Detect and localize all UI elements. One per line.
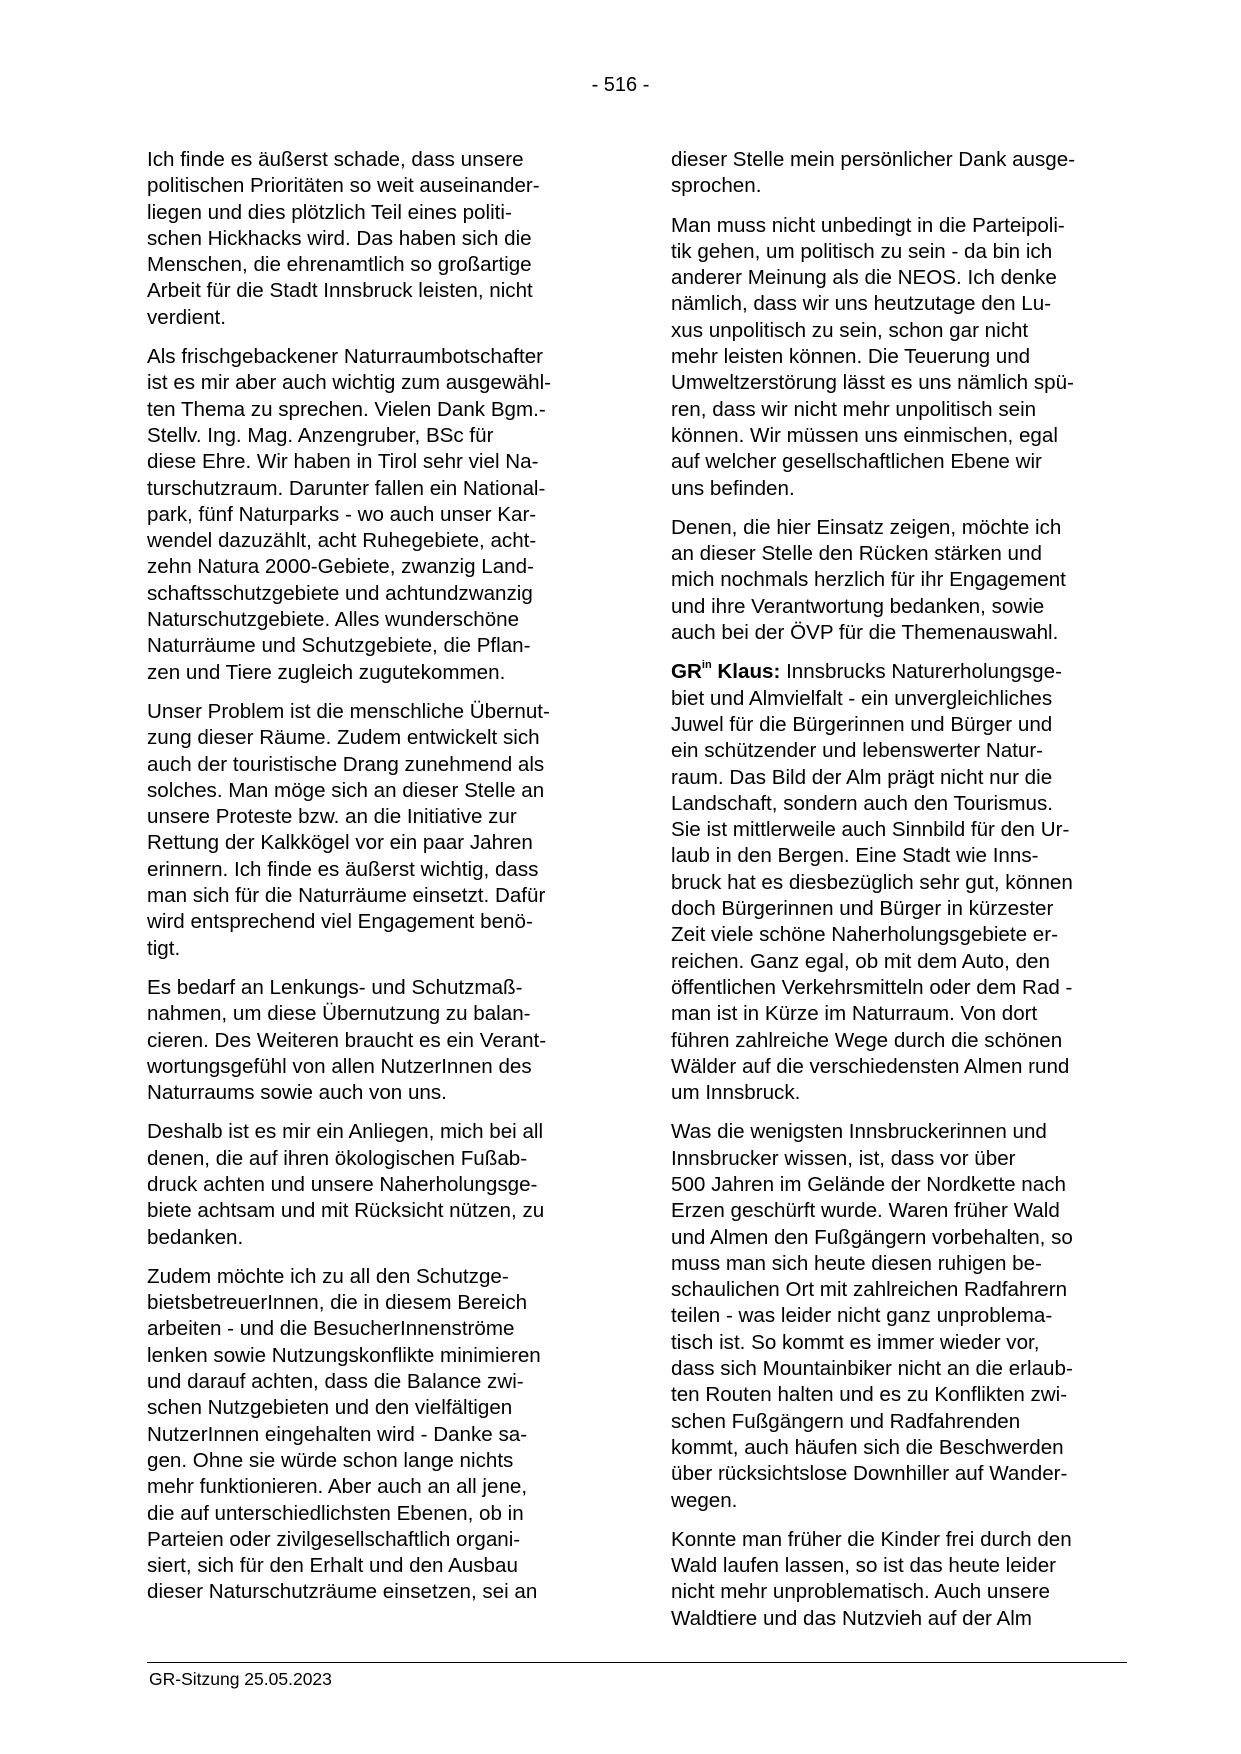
speaker-prefix: GR [671,660,702,684]
paragraph: Konnte man früher die Kinder frei durch den Wald laufen lassen, so ist das heute leider nicht mehr unproblematisch. Auch unsere Waldtiere und das Nutzvieh auf der Alm [671,1527,1072,1630]
speaker-superscript: in [701,659,712,672]
right-column [671,147,1117,1645]
paragraph: Unser Problem ist die menschliche Übernut- zung dieser Räume. Zudem entwickelt sich auch der touristische Drang zunehmend als solches. Man möge sich an dieser Stelle an unsere Proteste bzw. an die Initiative zur Rettung der Kalkkögel vor ein paar Jahren erinnern. Ich finde es äußerst wichtig, dass man sich für die Naturräume einsetzt. Dafür wird entsprechend viel Engagement benö- tigt. [147,699,550,960]
paragraph: Man muss nicht unbedingt in die Parteipoli- tik gehen, um politisch zu sein - da bin ich anderer Meinung als die NEOS. Ich denke nämlich, dass wir uns heutzutage den Lu- xus unpolitisch zu sein, schon gar nicht mehr leisten können. Die Teuerung und Umweltzerstörung lässt es uns nämlich spü- ren, dass wir nicht mehr unpolitisch sein können. Wir müssen uns einmischen, egal auf welcher gesellschaftlichen Ebene wir uns befinden. [671,213,1074,500]
speaker-paragraph [671,659,1117,1106]
footer-session-date: GR-Sitzung 25.05.2023 [149,1669,332,1689]
paragraph: Deshalb ist es mir ein Anliegen, mich bei all denen, die auf ihren ökologischen Fußab- druck achten und unsere Naherholungsge- biete achtsam und mit Rücksicht nützen, zu bedanken. [147,1120,545,1249]
paragraph: Es bedarf an Lenkungs- und Schutzmaß- nahmen, um diese Übernutzung zu balan- cieren. Des Weiteren braucht es ein Verant- wortungsgefühl von allen NutzerInnen des Naturraums sowie auch von uns. [147,975,547,1105]
footer-divider [147,1662,1127,1663]
speaker-text: Innsbrucks Naturerholungsge- biet und Almvielfalt - ein unvergleichliches Juwel für die Bürgerinnen und Bürger und ein schützender und lebenswerter Natur- raum. Das Bild der Alm prägt nicht nur die Landschaft, sondern auch den Tourismus. Sie ist mittlerweile auch Sinnbild für den Ur- laub in den Bergen. Eine Stadt wie Inns- bruck hat es diesbezüglich sehr gut, können doch Bürgerinnen und Bürger in kürzester Zeit viele schöne Naherholungsgebiete er- reichen. Ganz egal, ob mit dem Auto, den öffentlichen Verkehrsmitteln oder dem Rad - man ist in Kürze im Naturraum. Von dort führen zahlreiche Wege durch die schönen Wälder auf die verschiedensten Almen rund um Innsbruck. [671,660,1073,1105]
paragraph: dieser Stelle mein persönlicher Dank ausge- sprochen. [671,148,1076,198]
page-number: - 516 - [591,74,650,96]
paragraph: Als frischgebackener Naturraumbotschafter ist es mir aber auch wichtig zum ausgewähl- ten Thema zu sprechen. Vielen Dank Bgm.- Stellv. Ing. Mag. Anzengruber, BSc für diese Ehre. Wir haben in Tirol sehr viel Na- turschutzraum. Darunter fallen ein National- park, fünf Naturparks - wo auch unser Kar- wendel dazuzählt, acht Ruhegebiete, acht- zehn Natura 2000-Gebiete, zwanzig Land- schaftsschutzgebiete und achtundzwanzig Naturschutzgebiete. Alles wunderschöne Naturräume und Schutzgebiete, die Pflan- zen und Tiere zugleich zugutekommen. [147,345,552,684]
paragraph: Ich finde es äußerst schade, dass unsere politischen Prioritäten so weit auseinander- liegen und dies plötzlich Teil eines politi- schen Hickhacks wird. Das haben sich die Menschen, die ehrenamtlich so großartige Arbeit für die Stadt Innsbruck leisten, nicht verdient. [147,148,540,329]
paragraph: Denen, die hier Einsatz zeigen, möchte ich an dieser Stelle den Rücken stärken und mich nochmals herzlich für ihr Engagement und ihre Verantwortung bedanken, sowie auch bei der ÖVP für die Themenauswahl. [671,515,1066,645]
paragraph: Was die wenigsten Innsbruckerinnen und Innsbrucker wissen, ist, dass vor über 500 Jahren im Gelände der Nordkette nach Erzen geschürft wurde. Waren früher Wald und Almen den Fußgängern vorbehalten, so muss man sich heute diesen ruhigen be- schaulichen Ort mit zahlreichen Radfahrern teilen - was leider nicht ganz unproblema- tisch ist. So kommt es immer wieder vor, dass sich Mountainbiker nicht an die erlaub- ten Routen halten und es zu Konflikten zwi- schen Fußgängern und Radfahrenden kommt, auch häufen sich die Beschwerden über rücksichtslose Downhiller auf Wander- wegen. [671,1120,1073,1512]
paragraph: Zudem möchte ich zu all den Schutzge- bietsbetreuerInnen, die in diesem Bereich arbeiten - und die BesucherInnenströme lenken sowie Nutzungskonflikte minimieren und darauf achten, dass die Balance zwi- schen Nutzgebieten und den vielfältigen NutzerInnen eingehalten wird - Danke sa- gen. Ohne sie würde schon lange nichts mehr funktionieren. Aber auch an all jene, die auf unterschiedlichsten Ebenen, ob in Parteien oder zivilgesellschaftlich organi- siert, sich für den Erhalt und den Ausbau dieser Naturschutzräume einsetzen, sei an [147,1264,541,1604]
left-column [147,147,593,1619]
speaker-name [671,660,780,683]
speaker-label: Klaus: [711,660,781,684]
